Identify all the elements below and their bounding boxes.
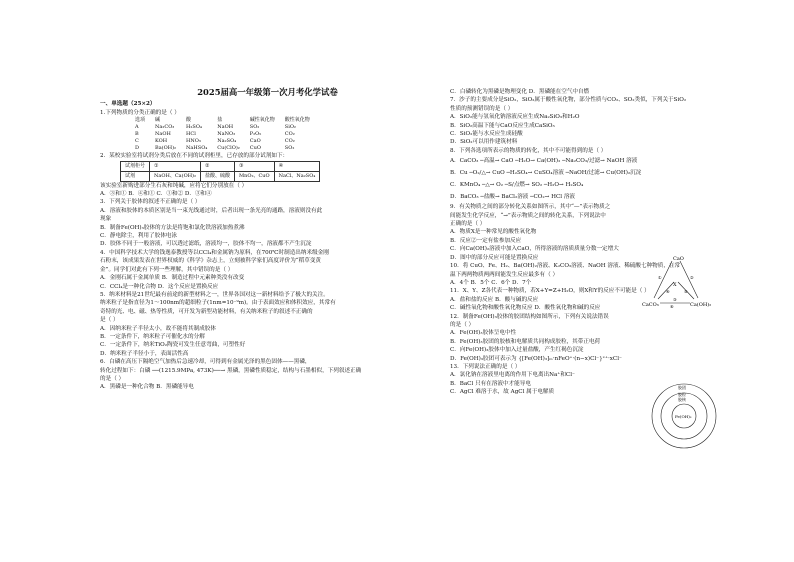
table-cell: P₂O₅ xyxy=(249,131,262,138)
table-row xyxy=(130,145,315,152)
table-cell: CuO xyxy=(249,145,261,152)
answer-options: A．金刚石属于金属单质 B．制造过程中元素种类没有改变 xyxy=(100,275,245,282)
table-cell: ② xyxy=(201,161,235,171)
question-9-stem: 9．有关物质之间的部分转化关系如图所示，其中“—”表示物质之 xyxy=(450,204,611,211)
table-cell: CO₂ xyxy=(284,131,295,138)
table-cell: MnO₂、CuO xyxy=(235,171,275,181)
table-cell: SO₂ xyxy=(284,145,295,152)
question-11-stem: 11．X、Y、Z各代表一种物质，若X+Y=Z+H₂O，则X和Y的反应不可能是（ ） xyxy=(450,288,650,295)
q2-reagent-cabinet-table xyxy=(120,161,320,182)
question-7-stem: 7．沙子的主要成分是SiO₂，SiO₂属于酸性氧化物，部分性质与CO₂、SO₂类似，下列关于SiO₂ xyxy=(450,97,687,104)
arrow-line xyxy=(680,261,698,298)
table-cell: 试剂柜号 xyxy=(121,161,150,171)
table-cell: D xyxy=(135,145,140,152)
table-cell: HNO₃ xyxy=(186,138,201,145)
text-line: B．制备Fe(OH)₃胶体的方法是将饱和氯化铁溶液加热煮沸 xyxy=(100,224,245,231)
text-line: 温下两两物质两两间能发生反应最多有（ ） xyxy=(450,271,559,278)
text-line: C．SiO₂能与水反应生成硅酸 xyxy=(450,131,523,138)
arrow-label: ③ xyxy=(673,297,677,302)
table-header-cell: 酸性氧化物 xyxy=(284,117,310,124)
text-line: 纳米粒子是指直径为1～100nm的超细粒子(1nm=10⁻⁹m)。由于表面效应和体积效应，其常有 xyxy=(100,300,336,307)
table-cell: NaHSO₄ xyxy=(186,145,208,152)
table-cell: NaCl、Na₂SO₄ xyxy=(274,171,320,181)
text-line: C．静电除尘，利用了胶体电泳 xyxy=(100,233,177,240)
text-line: B．SiO₂高温下能与CaO反应生成CaSiO₃ xyxy=(450,122,555,129)
text-line: D．Fe(OH)₃胶团可表示为 {[Fe(OH)₃]ₘ·nFeO⁺·(n−x)Cl⁻}ˣ⁺·xCl⁻ xyxy=(450,355,622,362)
text-line: C．向Ca(OH)₂溶液中加入CaO，所得溶液的溶质质量分数一定增大 xyxy=(450,246,619,253)
text-line: B．BaCl 只有在溶液中才能导电 xyxy=(450,380,531,387)
table-row xyxy=(121,161,320,171)
arrow-label: ① xyxy=(658,275,662,280)
q9-conversion-diagram xyxy=(640,252,712,310)
node-cao: CaO xyxy=(673,256,684,262)
table-header-cell: 选项 xyxy=(135,117,146,124)
arrow-label: ⑤ xyxy=(684,289,688,294)
text-line: A．Fe(OH)₃胶体呈电中性 xyxy=(450,330,517,337)
text-line: 的是（ ） xyxy=(450,321,475,328)
text-line: 石粉末，该成果发表在世界权威的《科学》杂志上，立刻被科学家们高度评价为“稻草变黄 xyxy=(100,258,322,265)
diagram-label: 胶粒 xyxy=(678,392,686,397)
table-cell: NaNO₃ xyxy=(217,131,236,138)
diagram-label: 胶核 xyxy=(678,397,686,402)
question-1-stem: 1.下列物质的分类正确的是（ ） xyxy=(100,109,180,116)
exam-title: 2025届高一年级第一次月考化学试卷 xyxy=(197,87,338,97)
table-cell: Na₂SO₄ xyxy=(217,138,237,145)
question-5-stem: 5．纳米材料是21世纪最有前途的新型材料之一，世界各国对这一新材料给予了极大的关注。 xyxy=(100,291,329,298)
question-2-stem: 2．某校实验室将试剂分类后放在不同的试剂柜里，已存放的部分试剂如下： xyxy=(100,153,289,160)
text-line: 转化过程如下：白磷 ──(1215.9MPa, 473K)──→ 黑磷，黑磷性质稳定，结构与石墨相似，下列叙述正确 xyxy=(100,367,362,374)
table-cell: NaOH xyxy=(155,131,171,138)
question-13-stem: 13．下列说法正确的是（ ） xyxy=(450,363,521,370)
text-line: B．Cu ─O₂/△→ CuO ─H₂SO₄→ CuSO₄溶液 ─NaOH/过滤→ Cu(OH)₂沉淀 xyxy=(450,170,642,177)
node-x: X xyxy=(673,282,677,288)
text-line: 是（ ） xyxy=(100,317,119,324)
table-cell: HCl xyxy=(186,131,196,138)
text-line: 金”。同学们对此有下列一些理解，其中错误的是（ ） xyxy=(100,266,234,273)
table-row xyxy=(130,124,315,131)
question-10-stem: 10．将 CuO、Fe、H₂、Ba(OH)₂溶液、K₂CO₃溶液、NaOH 溶液、稀硫酸七种物质，在常 xyxy=(450,263,681,270)
question-8-stem: 8．下列各选项所表示的物质的转化，其中不可能得到的是（ ） xyxy=(450,147,607,154)
text-line: 现象 xyxy=(100,216,112,223)
arrow-label: ② xyxy=(690,275,694,280)
table-cell: NaOH、Ca(OH)₂ xyxy=(150,171,201,181)
answer-options: A．③和① B．④和① C．①和② D．③和④ xyxy=(100,191,212,198)
text-line: C．KMnO₄ ─△→ O₂ ─S/点燃→ SO₂ ─H₂O→ H₂SO₄ xyxy=(450,182,584,189)
table-cell: ① xyxy=(150,161,201,171)
text-line: C．AgCl 难溶于水，故 AgCl 属于电解质 xyxy=(450,389,555,396)
text-line: C．向Fe(OH)₃胶体中加入过量盐酸，产生红褐色沉淀 xyxy=(450,347,584,354)
answer-options: A．盐和盐的反应 B．酸与碱的反应 xyxy=(450,296,539,303)
q1-classification-table xyxy=(130,117,315,152)
diagram-label: 胶团 xyxy=(678,385,686,390)
text-line: A．CaCO₃ ─高温→ CaO ─H₂O→ Ca(OH)₂ ─Na₂CO₃/过滤→ NaOH 溶液 xyxy=(450,158,638,165)
table-cell: NaOH xyxy=(217,124,234,131)
node-caoh2: Ca(OH)₂ xyxy=(690,302,712,308)
answer-options: C．白磷转化为黑磷是物理变化 D．黑磷能在空气中自燃 xyxy=(450,89,590,95)
answer-options: A．黑磷是一种化合物 B．黑磷能导电 xyxy=(100,384,194,391)
text-line: D．图中的部分反应可能是置换反应 xyxy=(450,254,539,261)
table-cell: CaO xyxy=(249,138,261,145)
text-line: B．反应②一定有盐参加反应 xyxy=(450,237,522,244)
text-line: 该实验室新购进部分生石灰和纯碱，应将它们分别放在（ ） xyxy=(100,182,248,189)
table-header-cell: 碱性氧化物 xyxy=(249,117,275,124)
node-caco3: CaCO₃ xyxy=(642,302,659,308)
arrow-label: ⑥ xyxy=(670,304,674,309)
table-cell: C xyxy=(135,138,139,145)
table-cell: Na₂CO₃ xyxy=(155,124,175,131)
text-line: B．Fe(OH)₃胶团的胶核和电解质共同构成胶粒，其带正电荷 xyxy=(450,338,601,345)
table-cell: A xyxy=(135,124,139,131)
question-6-stem: 6．白磷在高压下隔绝空气加热后急速冷却，可得到有金属光泽的黑色固体——黑磷， xyxy=(100,359,311,366)
right-column xyxy=(450,88,785,397)
text-line: A．因纳米粒子半径太小，故不能将其制成胶体 xyxy=(100,325,216,332)
text-line: D．SiO₂可以用作建筑材料 xyxy=(450,139,518,146)
table-cell: Cu(ClO)₂ xyxy=(217,145,240,152)
table-header-row xyxy=(130,117,315,124)
table-cell: 试剂 xyxy=(121,171,150,181)
text-line: 间能发生化学反应，“→”表示物质之间的转化关系，下列说法中 xyxy=(450,212,606,219)
text-line: 奇特的光、电、磁、热等性质，可开发为新型功能材料，有关纳米粒子的叙述不正确的 xyxy=(100,308,313,315)
answer-options: A．4个 B．5个 C．6个 D．7个 xyxy=(450,279,532,286)
left-text-block xyxy=(100,182,435,392)
arrow-label: ④ xyxy=(666,289,670,294)
text-line: 的是（ ） xyxy=(100,375,125,382)
text-line: A．SiO₂能与氢氧化钠溶液反应生成Na₂SiO₃和H₂O xyxy=(450,114,580,121)
core-label: Fe(OH)₃ xyxy=(675,414,692,419)
table-header-cell: 盐 xyxy=(217,117,223,124)
q12-micelle-diagram xyxy=(650,382,718,450)
question-4-stem: 4．中国科学技术大学的钱逸泰教授等以CCl₄和金属钠为原料，在700℃时制造出纳米级金刚 xyxy=(100,249,329,256)
table-cell: B xyxy=(135,131,139,138)
table-cell: H₂SO₄ xyxy=(186,124,202,131)
table-cell: ③ xyxy=(235,161,275,171)
table-row xyxy=(121,171,320,181)
text-line: 正确的是（ ） xyxy=(450,221,486,228)
text-line: B．一定条件下，纳米粒子可催化水的分解 xyxy=(100,333,205,340)
table-cell: ④ xyxy=(274,161,320,171)
text-line: A．物质X是一种常见的酸性氧化物 xyxy=(450,229,537,236)
table-row xyxy=(130,131,315,138)
table-cell: SO₂ xyxy=(249,124,260,131)
text-line: D．纳米粒子半径小于，表面活性高 xyxy=(100,350,189,357)
question-12-stem: 12．制备Fe(OH)₃胶体的胶团结构如图所示，下列有关说法错误 xyxy=(450,313,609,320)
section-title: 一、单选题（25×2） xyxy=(100,101,156,108)
text-line: C．一定条件下，纳米TiO₂陶瓷可发生任意弯曲，可塑性好 xyxy=(100,342,246,349)
table-cell: 盐酸、硫酸 xyxy=(201,171,235,181)
table-cell: Ba(OH)₂ xyxy=(155,145,177,152)
text-line: A．溶液和胶体的本质区别是当一束光线通过时，后者出现一条光亮的通路，溶液则没有此 xyxy=(100,207,323,214)
text-line: 性质的预测错误的是（ ） xyxy=(450,105,514,112)
text-line: D．BaCO₃ ─盐酸→ BaCl₂溶液 ─CO₂→ HCl 溶液 xyxy=(450,194,576,201)
text-line: A．氯化钠在溶液里电离的作用下电离出Na⁺和Cl⁻ xyxy=(450,372,575,379)
table-cell: SiO₂ xyxy=(284,124,296,131)
question-3-stem: 3．下列关于胶体的叙述不正确的是（ ） xyxy=(100,199,201,206)
answer-options: C．碱性氧化物和酸性氧化物反应 D．酸性氧化物和碱的反应 xyxy=(450,305,601,312)
left-column xyxy=(100,0,435,392)
answer-options: C．CCl₄是一种化合物 D．这个反应是置换反应 xyxy=(100,283,219,290)
table-header-cell: 酸 xyxy=(186,117,192,124)
text-line: D．胶体不同于一般溶液，可以透过滤纸，溶液均一，胶体不均一，溶液都不产生沉淀 xyxy=(100,241,312,248)
table-cell: KOH xyxy=(155,138,168,145)
table-header-cell: 碱 xyxy=(155,117,161,124)
table-cell: CO₂ xyxy=(284,138,295,145)
